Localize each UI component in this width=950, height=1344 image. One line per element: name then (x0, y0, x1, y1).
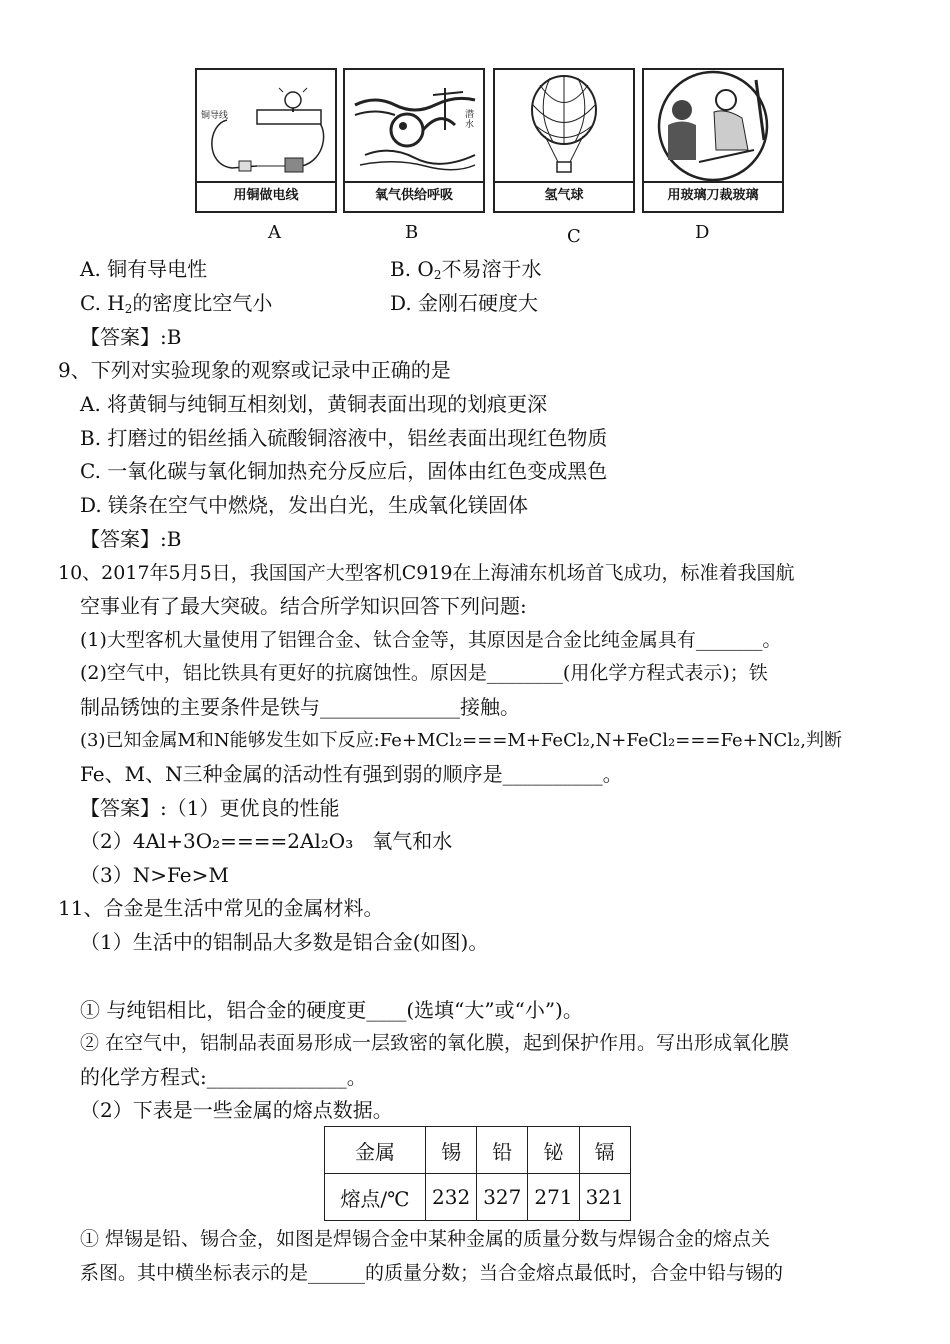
q11-part2: （2）下表是一些金属的熔点数据。 (80, 1098, 393, 1122)
diver-illustration (345, 70, 483, 183)
q10-part3-line1: (3)已知金属M和N能够发生如下反应:Fe+MCl₂===M+FeCl₂,N+FeCl₂===Fe+NCl₂,判断 (80, 730, 842, 751)
glass-cutting-illustration (644, 70, 782, 183)
wire-label: 铜导线 (201, 111, 229, 121)
balloon-illustration (495, 70, 633, 183)
table-cell: 金属 (325, 1127, 426, 1174)
table-cell: 铅 (477, 1127, 528, 1174)
q8-option-c (80, 291, 272, 321)
figure-panel-c (493, 68, 635, 213)
table-cell: 熔点/℃ (325, 1174, 426, 1221)
q8-option-a: A. 铜有导电性 (80, 257, 208, 281)
table-cell: 327 (477, 1174, 528, 1221)
panel-d-letter: D (695, 222, 710, 243)
q11-part1: （1）生活中的铝制品大多数是铝合金(如图)。 (80, 930, 489, 954)
table-row (325, 1174, 631, 1221)
circuit-illustration (197, 70, 335, 183)
q10-answer-2: （2）4Al+3O₂====2Al₂O₃ 氧气和水 (80, 829, 453, 853)
q9-option-d: D. 镁条在空气中燃烧，发出白光，生成氧化镁固体 (80, 493, 529, 517)
q9-option-c: C. 一氧化碳与氧化铜加热充分反应后，固体由红色变成黑色 (80, 459, 608, 483)
q11-item3-line1: ① 焊锡是铅、锡合金，如图是焊锡合金中某种金属的质量分数与焊锡合金的熔点关 (80, 1228, 771, 1250)
q8-option-b-sub: 2 (433, 268, 442, 282)
q8-option-c-sub: 2 (124, 302, 133, 316)
q10-part2-line1: (2)空气中，铝比铁具有更好的抗腐蚀性。原因是________(用化学方程式表示)；铁 (80, 662, 768, 684)
panel-c-letter: C (567, 226, 581, 247)
q8-option-d: D. 金刚石硬度大 (390, 291, 539, 315)
q11-item1: ① 与纯铝相比，铝合金的硬度更____(选填“大”或“小”)。 (80, 998, 583, 1022)
q10-stem-line2: 空事业有了最大突破。结合所学知识回答下列问题: (80, 594, 527, 618)
figure-panel-a (195, 68, 337, 213)
q10-answer-1: 【答案】:（1）更优良的性能 (80, 796, 340, 820)
q8-option-b-pre: B. O (390, 257, 434, 281)
q11-stem: 11、合金是生活中常见的金属材料。 (58, 896, 384, 920)
panel-a-caption: 用铜做电线 (197, 181, 335, 211)
q10-part2-line2: 制品锈蚀的主要条件是铁与______________接触。 (80, 695, 520, 719)
table-header-row (325, 1127, 631, 1174)
q8-option-c-pre: C. H (80, 291, 125, 315)
figure-panel-d (642, 68, 784, 213)
table-cell: 锡 (426, 1127, 477, 1174)
q10-answer-3: （3）N>Fe>M (80, 863, 229, 887)
panel-d-caption: 用玻璃刀裁玻璃 (644, 181, 782, 211)
q8-option-c-post: 的密度比空气小 (132, 291, 273, 315)
q11-item2-line2: 的化学方程式:______________。 (80, 1065, 367, 1089)
q8-option-b-post: 不易溶于水 (441, 257, 542, 281)
panel-b-letter: B (405, 222, 419, 243)
q10-part1: (1)大型客机大量使用了铝锂合金、钛合金等，其原因是合金比纯金属具有_______。 (80, 629, 782, 651)
q8-answer: 【答案】:B (80, 325, 182, 349)
figure-panel-b (343, 68, 485, 213)
table-cell: 271 (528, 1174, 579, 1221)
q9-answer: 【答案】:B (80, 527, 182, 551)
table-cell: 232 (426, 1174, 477, 1221)
panel-a-letter: A (268, 222, 281, 243)
q10-part3-line2: Fe、M、N三种金属的活动性有强到弱的顺序是__________。 (80, 762, 623, 786)
q8-option-b (390, 257, 541, 287)
q9-option-a: A. 将黄铜与纯铜互相刻划，黄铜表面出现的划痕更深 (80, 392, 548, 416)
q9-option-b: B. 打磨过的铝丝插入硫酸铜溶液中，铝丝表面出现红色物质 (80, 426, 608, 450)
table-cell: 铋 (528, 1127, 579, 1174)
table-cell: 镉 (579, 1127, 630, 1174)
panel-c-caption: 氢气球 (495, 181, 633, 211)
melting-point-table (324, 1126, 631, 1221)
q10-stem-line1: 10、2017年5月5日，我国国产大型客机C919在上海浦东机场首飞成功，标准着我国航 (58, 562, 795, 584)
q9-stem: 9、下列对实验现象的观察或记录中正确的是 (58, 358, 451, 382)
panel-b-caption: 氧气供给呼吸 (345, 181, 483, 211)
q11-item2-line1: ② 在空气中，铝制品表面易形成一层致密的氧化膜，起到保护作用。写出形成氧化膜 (80, 1032, 790, 1054)
table-cell: 321 (579, 1174, 630, 1221)
q11-item3-line2: 系图。其中横坐标表示的是______的质量分数；当合金熔点最低时，合金中铅与锡的 (80, 1262, 784, 1284)
dive-label: 潜水 (465, 110, 475, 130)
